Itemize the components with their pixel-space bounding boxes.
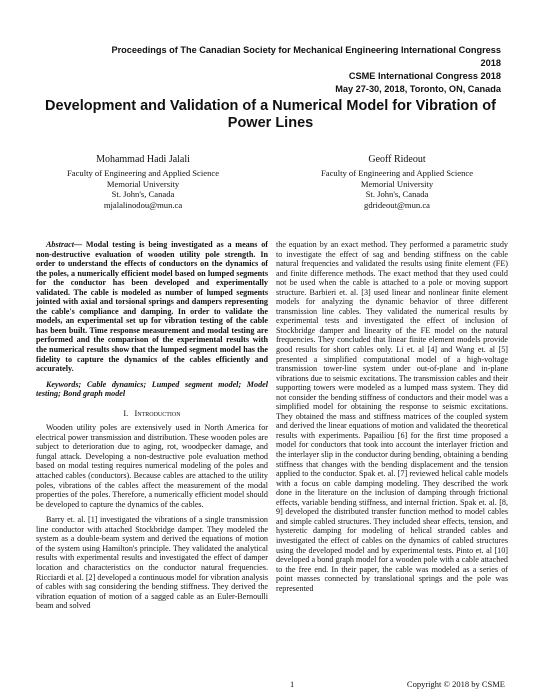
conference-line-3: May 27-30, 2018, Toronto, ON, Canada (335, 84, 501, 94)
right-column-text: the equation by an exact method. They performed a parametric study to investigate the effect of sag and bending stiffness on the cable natural frequencies and validated the results using finite element (FE) and finite difference methods. The exact method that they used could not be used when the cable is attached to a pole or moving support structure. Barbieri et. al. [3] used linear and nonlinear finite element models for analyzing the dynamic behavior of three different transmission line cables. They validated the numerical results by experimental tests and investigated the effect of inclusion of Stockbridge damper and linearity of the FE model on the natural frequencies. They concluded that linear finite element models provide good results for short cables only. Li et. al [4] and Wang et. al [5] presented a simplified computational model of a high-voltage transmission tower-line system under out-of-plane and in-plane vibrations due to seismic excitations. The transmission cables and their supporting towers were modeled as a lumped mass system. They did not consider the bending stiffness of conductors and their model was a simplified model for obtaining the response to seismic excitations. They obtained the mass and stiffness matrices of the coupled system and derived the linear equations of motion and validated the theoretical results with experiments. Papailiou [6] for the first time proposed a model for conductors that took into account the interlayer friction and the interlayer slip in the conductor during bending, obtaining a bending stiffness that changes with the bending displacement and the tension applied to the conductor. Spak et. al. [7] reviewed helical cable models with a focus on cable damping modeling. They described the work done in the literature on the inclusion of damping through frictional effects, variable bending stiffness, and internal friction. Spak et. al. [8, 9] developed the distributed transfer function method to model cables and simple cabled structures. They included shear effects, tension, and hysteretic damping for modeling of helical stranded cables and investigated the effect of cables on the dynamics of cabled structures using the developed model and by experimental tests. Pinto et. al [10] developed a bond graph model for a wooden pole with a cable attached to the free end. In their paper, the cable was modeled as a series of point masses connected by translational springs and the pole was represented (276, 240, 508, 593)
author-city: St. John's, Canada (111, 189, 175, 200)
author-dept: Faculty of Engineering and Applied Science (66, 168, 220, 178)
section-number: I. (123, 408, 129, 418)
author-city: St. John's, Canada (365, 189, 429, 200)
author-name: Mohammad Hadi Jalali (96, 154, 190, 165)
author-block-2 (282, 153, 512, 210)
author-email[interactable]: gdrideout@mun.ca (364, 199, 430, 210)
conference-header (101, 44, 501, 96)
conference-line-2: CSME International Congress 2018 (348, 71, 501, 81)
intro-paragraph-1: Wooden utility poles are extensively used in North America for electrical power transmission and distribution. These wooden poles are subject to deterioration due to aging, rot, woodpecker damage, and fungal attack. Developing a non-destructive pole evaluation method based on modal testing requires numerical modeling of the poles and attached cables (conductors). Because cables are attached to the utility poles, vibrations of the cables affect the measurement of the modal properties of the poles. Therefore, a numerically efficient model should be developed to capture the dynamics of the cables. (36, 423, 268, 509)
copyright: Copyright © 2018 by CSME (406, 679, 505, 689)
right-column (276, 240, 508, 593)
paper-title: Development and Validation of a Numerical Model for Vibration of Power Lines (45, 98, 496, 131)
intro-paragraph-2: Barry et. al. [1] investigated the vibrations of a single transmission line conductor with attached Stockbridge damper. They modeled the system as a double-beam system and derived the equations of motion of the system using Hamilton's principle. They validated the analytical results with experimental results and investigated the effect of damper location and characteristics on the conductor natural frequencies. Ricciardi et al. [2] developed a continuous model for vibration analysis of cables with sag considering the bending stiffness. They derived the vibration equation of motion of a sagged cable as an Euler-Bernoulli beam and solved (36, 515, 268, 611)
abstract (36, 240, 268, 374)
section-heading (36, 409, 268, 419)
author-email[interactable]: mjalalinodou@mun.ca (103, 199, 183, 210)
conference-line-1: Proceedings of The Canadian Society for Mechanical Engineering International Congress 2018 (111, 45, 501, 68)
section-title: Introduction (134, 408, 181, 418)
author-univ: Memorial University (106, 178, 180, 189)
abstract-label: Abstract (46, 240, 74, 249)
author-univ: Memorial University (360, 178, 434, 189)
author-name: Geoff Rideout (368, 154, 426, 165)
keywords: Keywords; Cable dynamics; Lumped segment model; Model testing; Bond graph model (36, 379, 268, 399)
author-dept: Faculty of Engineering and Applied Science (320, 168, 474, 178)
abstract-text: — Modal testing is being investigated as a means of non-destructive evaluation of wooden utility pole strength. In order to understand the effects of conductors on the dynamics of the poles, a numerically efficient model based on lumped segments for the conductor has been developed and experimentally validated. The cable is modeled as number of lumped segments jointed with axial and torsional springs and dampers representing the cable's compliance and damping. In order to validate the models, an experimental set up for vibration testing of the cable has been built. Time response measurement and modal testing are performed and the comparison of the experimental results with the numerical results show that the lumped segment model has the fidelity to capture the dynamics of the cables efficiently and accurately. (36, 240, 268, 374)
left-column (36, 240, 268, 611)
page-number: 1 (290, 679, 295, 689)
author-block-1 (28, 153, 258, 210)
